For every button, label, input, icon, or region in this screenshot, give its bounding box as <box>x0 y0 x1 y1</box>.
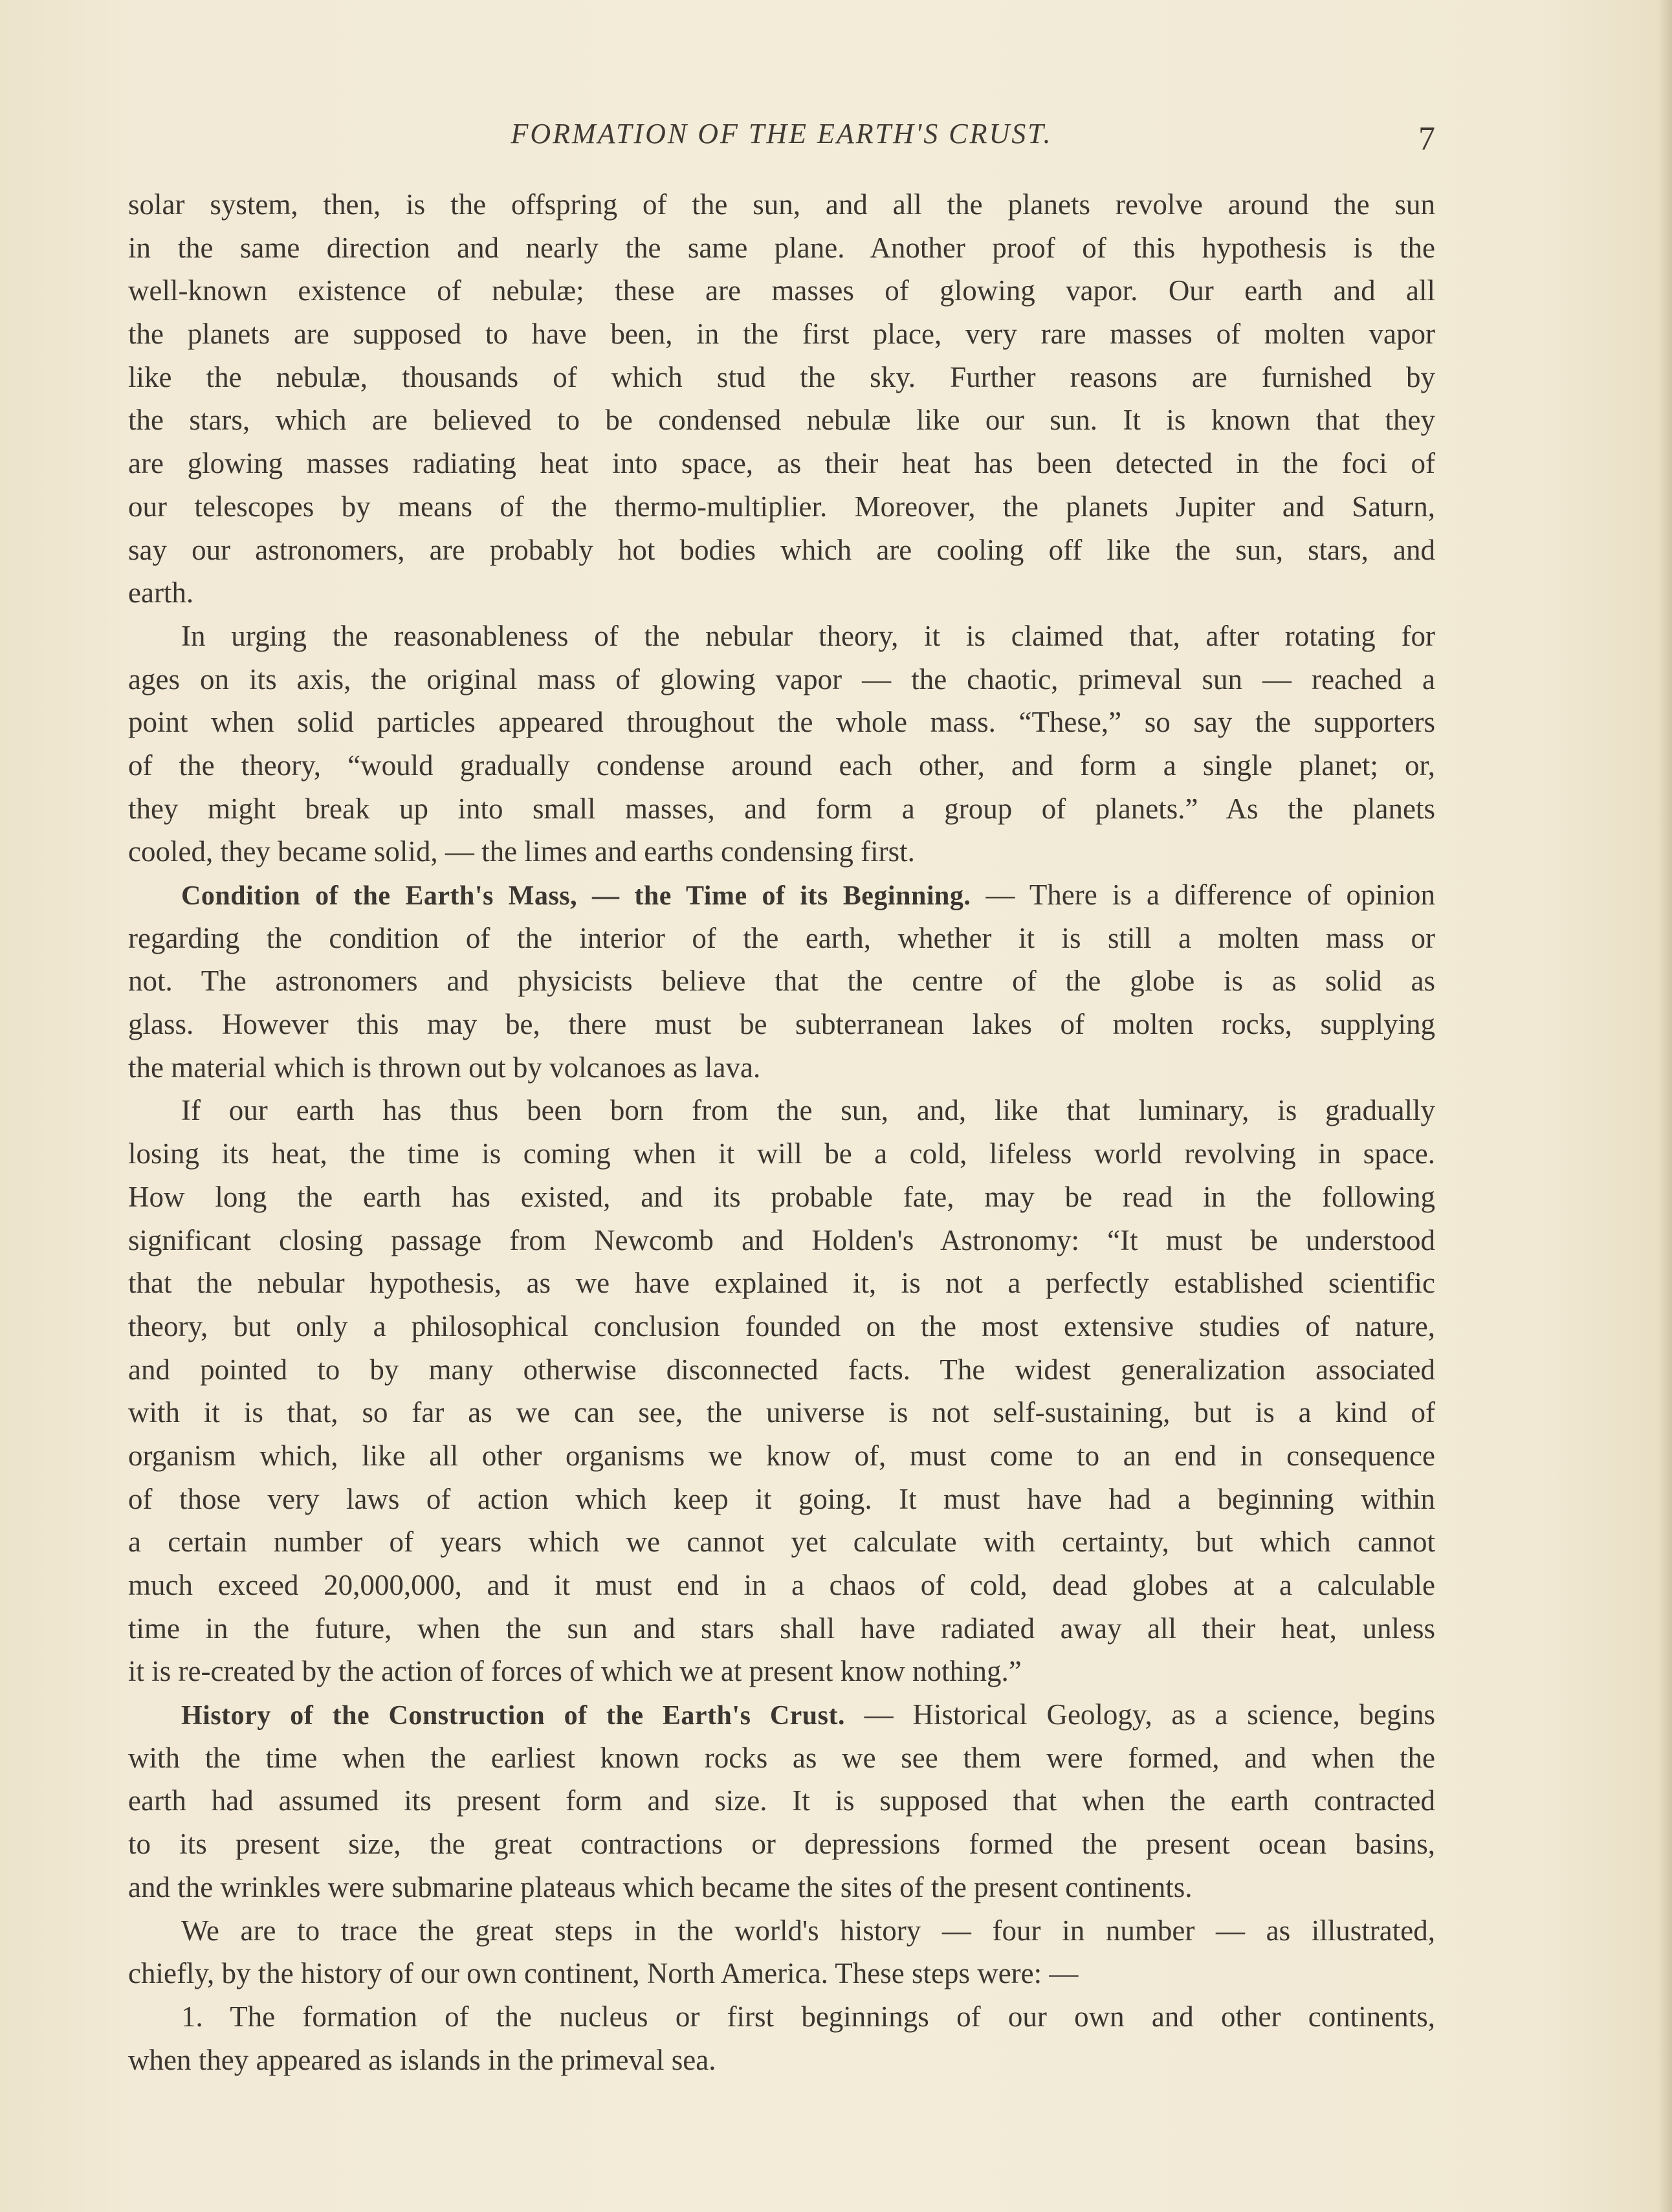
text-line: ages on its axis, the original mass of glowing vapor — the chaotic, primeval sun — reached a <box>128 663 1435 695</box>
text-line: point when solid particles appeared throughout the whole mass. “These,” so say the supporters <box>128 706 1435 739</box>
text-line: solar system, then, is the offspring of the sun, and all the planets revolve around the sun <box>128 188 1435 221</box>
text-line: they might break up into small masses, and form a group of planets.” As the planets <box>128 792 1435 825</box>
text-line: the stars, which are believed to be condensed nebulæ like our sun. It is known that they <box>128 404 1435 437</box>
section-heading: Condition of the Earth's Mass, — the Time of its Beginning. <box>181 881 971 911</box>
text-line: are glowing masses radiating heat into space, as their heat has been detected in the foci of <box>128 447 1435 480</box>
text-line: the planets are supposed to have been, in the first place, very rare masses of molten vapor <box>128 318 1435 351</box>
page-edge-shadow <box>1658 0 1672 2212</box>
paragraph <box>128 1909 1435 1995</box>
text-line: If our earth has thus been born from the sun, and, like that luminary, is gradually <box>181 1094 1435 1127</box>
paragraph <box>128 615 1435 873</box>
text-line: with it is that, so far as we can see, the universe is not self-sustaining, but is a kind of <box>128 1396 1435 1429</box>
text-line: significant closing passage from Newcomb and Holden's Astronomy: “It must be understood <box>128 1223 1435 1256</box>
text-line: when they appeared as islands in the primeval sea. <box>128 2043 716 2076</box>
text-line: a certain number of years which we cannot yet calculate with certainty, but which cannot <box>128 1526 1435 1559</box>
text-line: say our astronomers, are probably hot bodies which are cooling off like the sun, stars, and <box>128 533 1435 566</box>
text-line: our telescopes by means of the thermo-multiplier. Moreover, the planets Jupiter and Saturn, <box>128 490 1435 523</box>
text-line: not. The astronomers and physicists believe that the centre of the globe is as solid as <box>128 965 1435 998</box>
text-line: much exceed 20,000,000, and it must end in a chaos of cold, dead globes at a calculable <box>128 1569 1435 1601</box>
text-line: like the nebulæ, thousands of which stud the sky. Further reasons are furnished by <box>128 360 1435 393</box>
text-line: well-known existence of nebulæ; these are masses of glowing vapor. Our earth and all <box>128 274 1435 307</box>
paragraph <box>128 1693 1435 1909</box>
text-line: it is re-created by the action of forces of which we at present know nothing.” <box>128 1655 1022 1688</box>
text-line: theory, but only a philosophical conclusion founded on the most extensive studies of nature, <box>128 1309 1435 1342</box>
paragraph <box>128 1089 1435 1693</box>
numbered-item <box>128 1995 1435 2081</box>
text-line: to its present size, the great contractions or depressions formed the present ocean basins, <box>128 1828 1435 1861</box>
heading-continuation: — Historical Geology, as a science, begins <box>845 1698 1435 1731</box>
text-line <box>128 873 1435 917</box>
text-line: We are to trace the great steps in the world's history — four in number — as illustrated, <box>181 1914 1435 1947</box>
text-line: glass. However this may be, there must be subterranean lakes of molten rocks, supplying <box>128 1008 1435 1041</box>
running-title: FORMATION OF THE EARTH'S CRUST. <box>511 118 1053 149</box>
text-line: cooled, they became solid, — the limes and earths condensing first. <box>128 835 915 868</box>
text-line: in the same direction and nearly the same plane. Another proof of this hypothesis is the <box>128 231 1435 264</box>
text-line: of the theory, “would gradually condense around each other, and form a single planet; or, <box>128 749 1435 782</box>
text-line: the material which is thrown out by volcanoes as lava. <box>128 1051 761 1084</box>
heading-continuation: — There is a difference of opinion <box>971 879 1435 911</box>
text-line: and pointed to by many otherwise disconnected facts. The widest generalization associated <box>128 1353 1435 1386</box>
text-line: losing its heat, the time is coming when it will be a cold, lifeless world revolving in space. <box>128 1137 1435 1170</box>
body-text <box>128 183 1435 2081</box>
text-line: organism which, like all other organisms we know of, must come to an end in consequence <box>128 1439 1435 1472</box>
running-head <box>128 111 1435 163</box>
paragraph <box>128 873 1435 1089</box>
text-line: time in the future, when the sun and stars shall have radiated away all their heat, unless <box>128 1612 1435 1645</box>
text-line: How long the earth has existed, and its probable fate, may be read in the following <box>128 1180 1435 1213</box>
text-line: regarding the condition of the interior of the earth, whether it is still a molten mass or <box>128 921 1435 954</box>
text-line: of those very laws of action which keep it going. It must have had a beginning within <box>128 1482 1435 1515</box>
text-line: In urging the reasonableness of the nebular theory, it is claimed that, after rotating for <box>181 619 1435 652</box>
page-number: 7 <box>1418 120 1435 157</box>
text-line: that the nebular hypothesis, as we have explained it, is not a perfectly established scientific <box>128 1267 1435 1300</box>
paragraph <box>128 183 1435 615</box>
text-line: 1. The formation of the nucleus or first beginnings of our own and other continents, <box>181 2000 1435 2033</box>
text-line: with the time when the earliest known rocks as we see them were formed, and when the <box>128 1741 1435 1774</box>
text-line: chiefly, by the history of our own continent, North America. These steps were: — <box>128 1957 1079 1990</box>
section-heading: History of the Construction of the Earth's Crust. <box>181 1701 845 1731</box>
text-line: earth had assumed its present form and size. It is supposed that when the earth contracted <box>128 1784 1435 1817</box>
text-line: earth. <box>128 576 194 609</box>
text-line: and the wrinkles were submarine plateaus which became the sites of the present continents. <box>128 1870 1193 1903</box>
text-line <box>128 1693 1435 1736</box>
